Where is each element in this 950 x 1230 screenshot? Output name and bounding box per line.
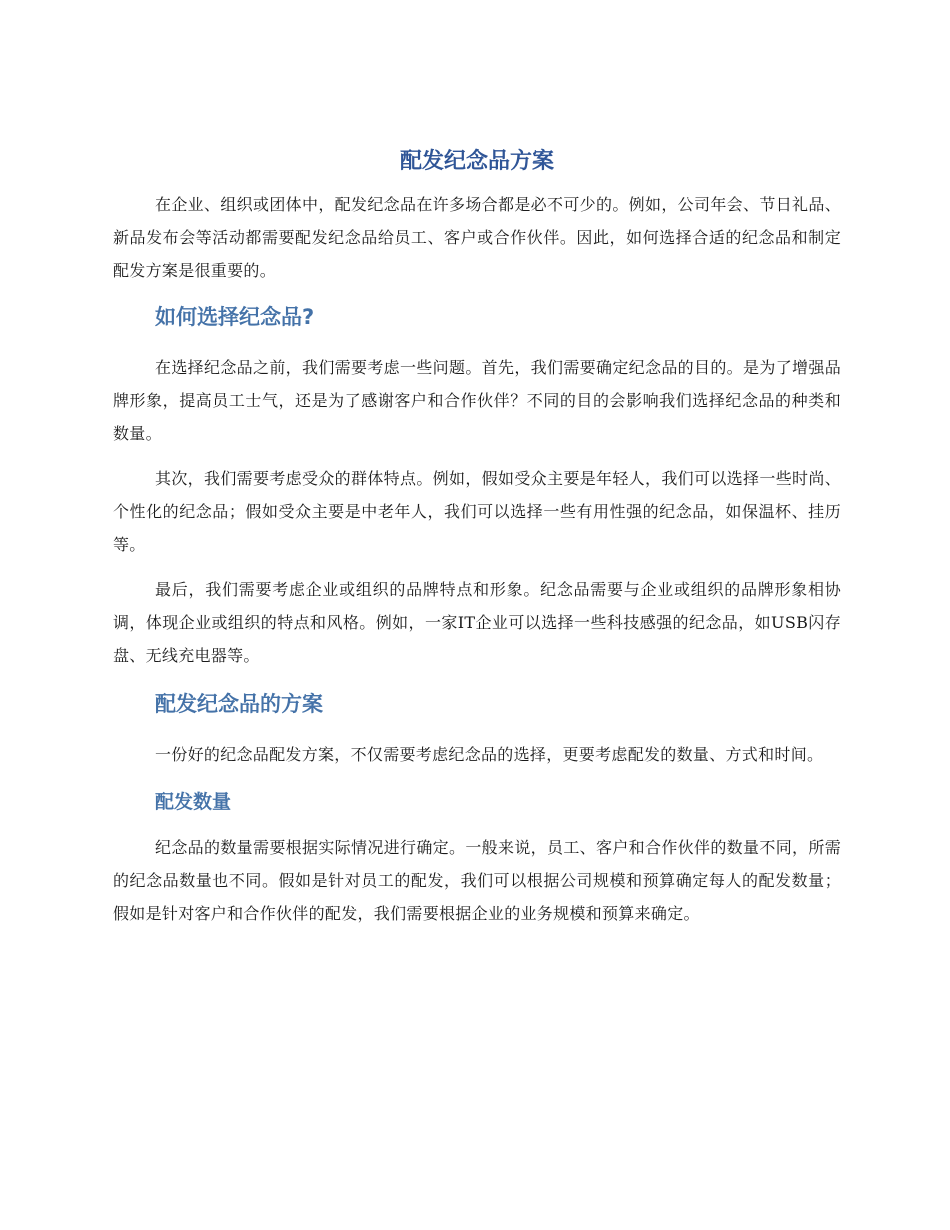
paragraph-purpose: 在选择纪念品之前，我们需要考虑一些问题。首先，我们需要确定纪念品的目的。是为了增强品牌形象，提高员工士气，还是为了感谢客户和合作伙伴？不同的目的会影响我们选择纪念品的种类和数量。 xyxy=(113,358,841,443)
paragraph-brand: 最后，我们需要考虑企业或组织的品牌特点和形象。纪念品需要与企业或组织的品牌形象相协调，体现企业或组织的特点和风格。例如，一家IT企业可以选择一些科技感强的纪念品，如USB闪存盘、无线充电器等。 xyxy=(113,580,841,665)
intro-paragraph: 在企业、组织或团体中，配发纪念品在许多场合都是必不可少的。例如，公司年会、节日礼品、新品发布会等活动都需要配发纪念品给员工、客户或合作伙伴。因此，如何选择合适的纪念品和制定配发方案是很重要的。 xyxy=(113,195,841,280)
paragraph-audience: 其次，我们需要考虑受众的群体特点。例如，假如受众主要是年轻人，我们可以选择一些时尚、个性化的纪念品；假如受众主要是中老年人，我们可以选择一些有用性强的纪念品，如保温杯、挂历等。 xyxy=(113,469,841,554)
section-heading-choose-souvenir: 如何选择纪念品? xyxy=(155,305,315,329)
paragraph-quantity: 纪念品的数量需要根据实际情况进行确定。一般来说，员工、客户和合作伙伴的数量不同，所需的纪念品数量也不同。假如是针对员工的配发，我们可以根据公司规模和预算确定每人的配发数量；假如是针对客户和合作伙伴的配发，我们需要根据企业的业务规模和预算来确定。 xyxy=(113,838,841,923)
document-body xyxy=(113,140,841,942)
subsection-heading-quantity: 配发数量 xyxy=(155,791,232,813)
section-heading-distribution-plan: 配发纪念品的方案 xyxy=(155,692,323,716)
paragraph-plan-overview: 一份好的纪念品配发方案，不仅需要考虑纪念品的选择，更要考虑配发的数量、方式和时间。 xyxy=(155,745,824,764)
document-title: 配发纪念品方案 xyxy=(399,149,554,174)
